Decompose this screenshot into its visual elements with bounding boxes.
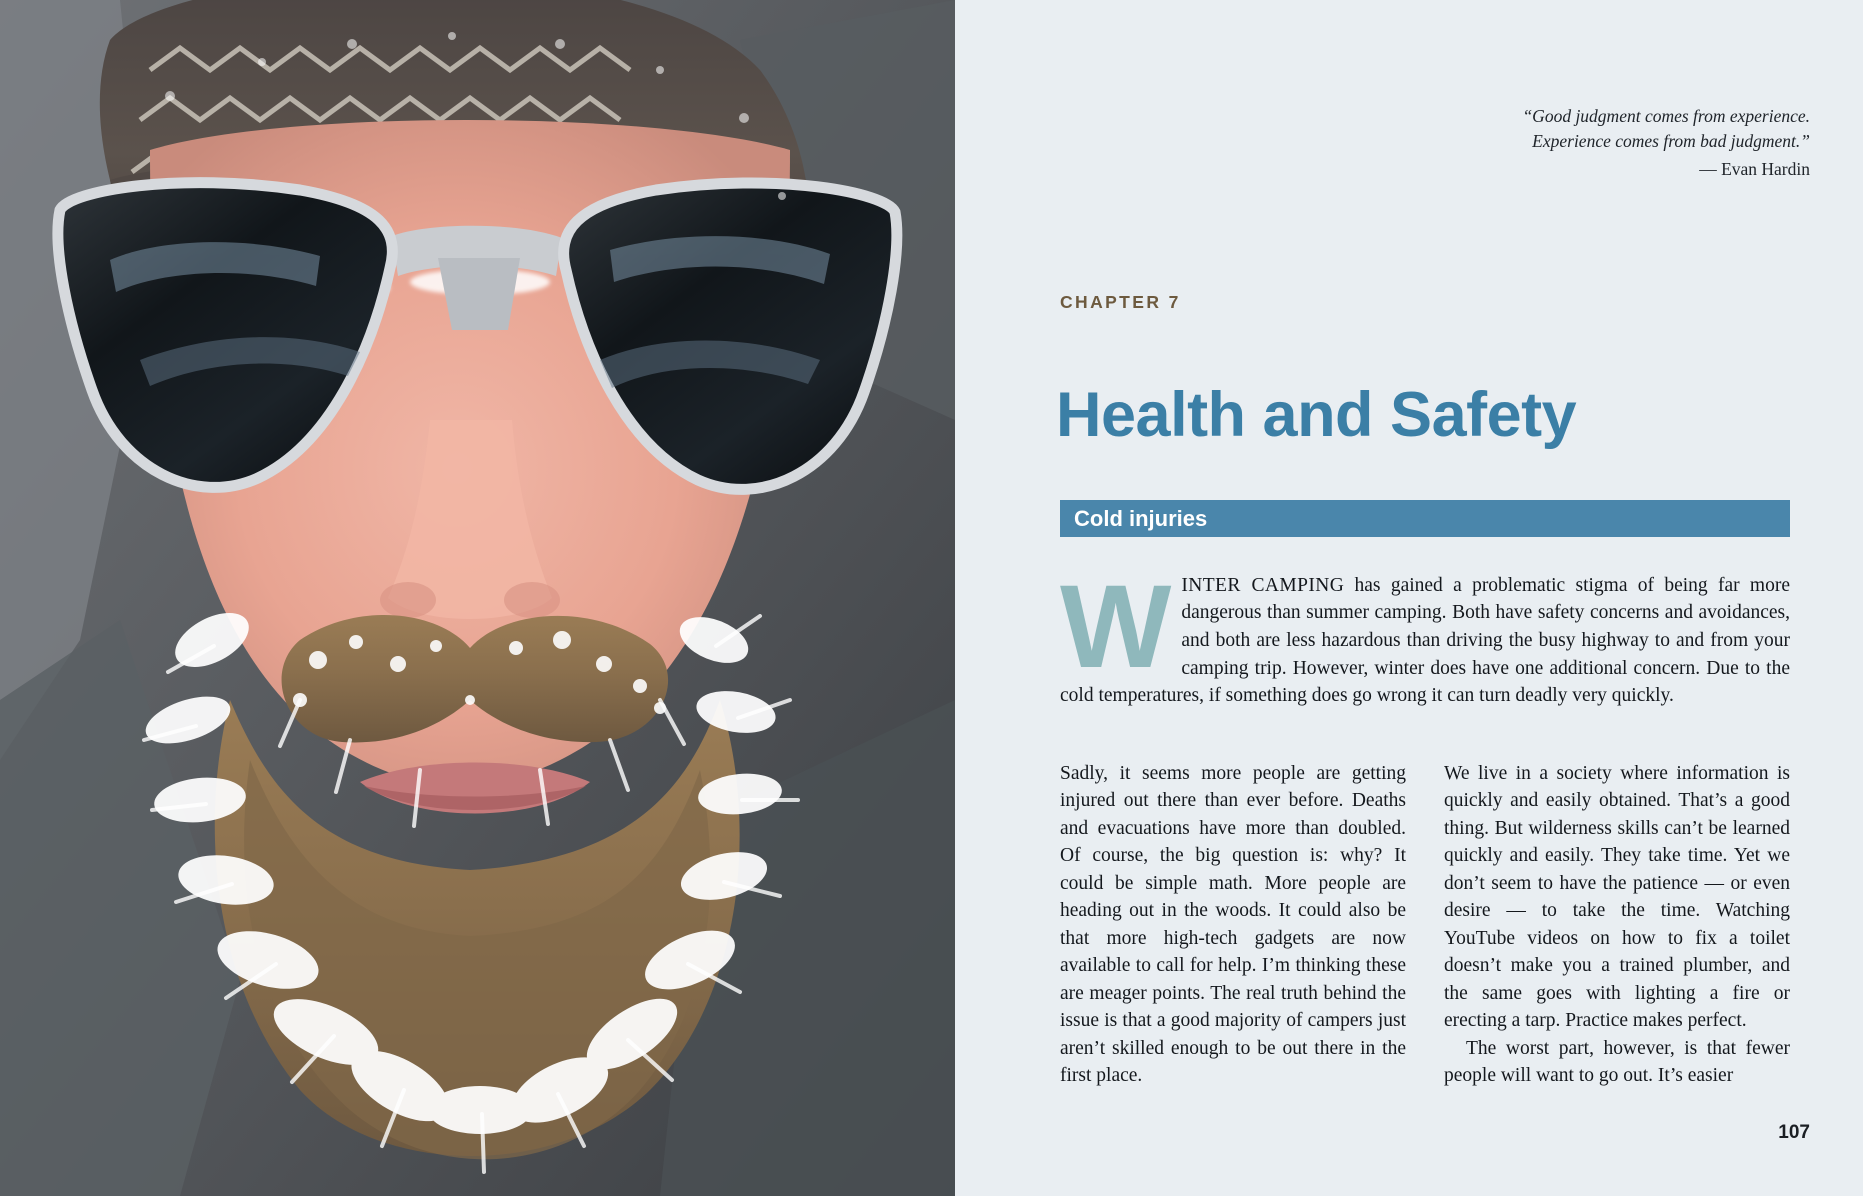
intro-paragraph (1060, 560, 1790, 710)
chapter-label: CHAPTER 7 (1060, 292, 1181, 312)
epigraph-attribution: — Evan Hardin (1699, 158, 1810, 179)
epigraph (1390, 104, 1810, 182)
section-heading-bar (1060, 500, 1790, 537)
intro-body-text: has gained a problematic stigma of being far more dangerous than summer camping. Both have safety concerns and avoidances, and both are less hazardous than driving the busy highway to and from your camping trip. However, winter does have one additional concern. Due to the cold temperatures, if something does go wrong it can turn deadly very quickly. (1060, 574, 1790, 707)
page-title: Health and Safety (1056, 380, 1577, 451)
page-number: 107 (1778, 1122, 1810, 1143)
drop-cap: W (1060, 560, 1172, 693)
body-columns (1060, 760, 1790, 1090)
column-right-paragraph-1: We live in a society where information is quickly and easily obtained. That’s a good thing. But wilderness skills can’t be learned quickly and easily. They take time. Yet we don’t seem to have the patience — or even desire — to take the time. Watching YouTube videos on how to fix a toilet doesn’t make you a trained plumber, and the same goes with lighting a fire or erecting a tarp. Practice makes perfect. (1444, 763, 1790, 1032)
section-heading-label: Cold injuries (1074, 505, 1208, 531)
column-right-paragraph-2: The worst part, however, is that fewer people will want to go out. It’s easier (1444, 1037, 1790, 1087)
epigraph-line-2: Experience comes from bad judgment.” (1532, 131, 1810, 152)
column-left-paragraph: Sadly, it seems more people are getting injured out there than ever before. Deaths and evacuations have more than doubled. Of course, the big question is: why? It could be simple math. More people are heading out in the woods. It could also be that more high-tech gadgets are now available to call for help. I’m thinking these are meager points. The real truth behind the issue is that a good majority of campers just aren’t skilled enough to be out there in the first place. (1060, 763, 1406, 1087)
epigraph-line-1: “Good judgment comes from experience. (1522, 106, 1810, 126)
chapter-opening-page (955, 0, 1863, 1196)
column-left (1060, 760, 1406, 1090)
intro-small-caps: INTER CAMPING (1181, 574, 1345, 596)
column-right (1444, 760, 1790, 1090)
